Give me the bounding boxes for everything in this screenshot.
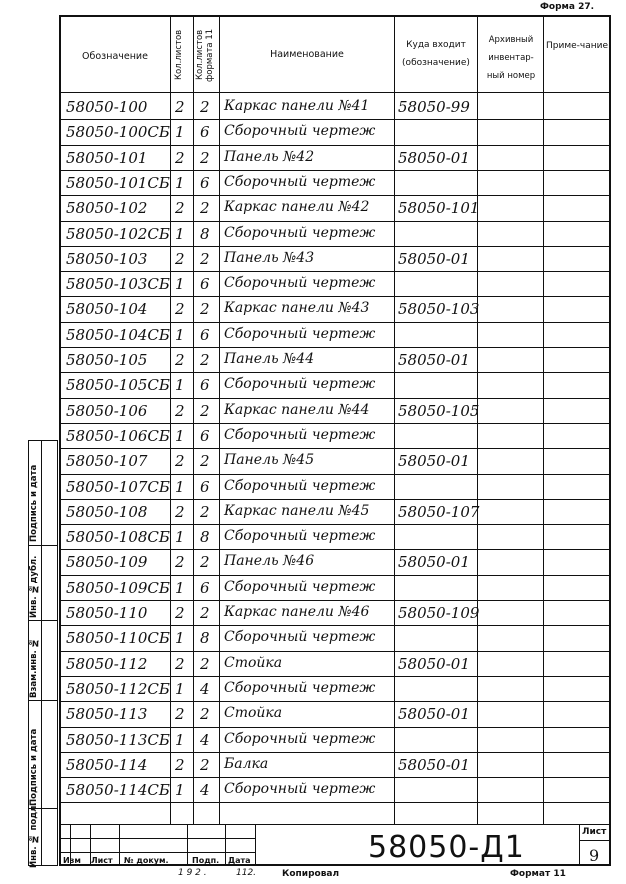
- row-line: [59, 145, 611, 146]
- side-stamp-col2: [42, 440, 58, 866]
- header-arhivnyi: Архивный инвентар-ный номер: [486, 35, 536, 81]
- cell-k1: 1: [175, 679, 185, 698]
- cell-k1: 2: [175, 553, 185, 572]
- row-line: [59, 727, 611, 728]
- cell-k1: 1: [175, 224, 185, 243]
- cell-where: 58050-01: [398, 553, 470, 572]
- row-line: [59, 246, 611, 247]
- cell-k1: 2: [175, 98, 185, 116]
- cell-k1: 1: [175, 477, 185, 496]
- tb-v5: [225, 824, 226, 866]
- cell-name: Сборочный чертеж: [224, 679, 376, 696]
- cell-k2: 6: [200, 123, 210, 142]
- cell-where: 58050-99: [398, 98, 470, 116]
- cell-where: 58050-01: [398, 249, 470, 268]
- cell-k2: 6: [200, 325, 210, 344]
- footer-hand-mark2: 112.: [236, 868, 257, 878]
- cell-name: Панель №45: [224, 452, 315, 469]
- tb-v4: [187, 824, 188, 866]
- cell-code: 58050-105: [66, 351, 148, 369]
- cell-k1: 1: [175, 173, 185, 192]
- footer-list-label: Лист: [582, 827, 607, 837]
- row-line: [59, 271, 611, 272]
- header-kol-listov: Кол.листов: [174, 29, 184, 81]
- cell-name: Балка: [224, 755, 269, 772]
- cell-where: 58050-101: [398, 199, 480, 218]
- cell-k2: 2: [200, 401, 210, 420]
- header-oboznachenie: Обозначение: [82, 51, 148, 62]
- cell-code: 58050-110СБ: [66, 629, 170, 648]
- cell-code: 58050-106: [66, 401, 148, 420]
- cell-k1: 1: [175, 426, 185, 445]
- cell-where: 58050-01: [398, 452, 470, 471]
- footer-format: Формат 11: [510, 869, 566, 879]
- row-line: [59, 600, 611, 601]
- cell-name: Сборочный чертеж: [224, 578, 376, 595]
- row-line: [59, 423, 611, 424]
- cell-name: Сборочный чертеж: [224, 123, 376, 140]
- row-line: [59, 170, 611, 171]
- side-podpis-data-1: Подпись и дата: [29, 464, 39, 542]
- cell-k1: 2: [175, 351, 185, 369]
- footer-list: Лист: [91, 856, 113, 865]
- cell-k2: 2: [200, 199, 210, 218]
- cell-code: 58050-112СБ: [66, 679, 170, 698]
- cell-k2: 2: [200, 553, 210, 572]
- tb-v6: [255, 824, 256, 866]
- row-line: [59, 651, 611, 652]
- cell-k2: 2: [200, 452, 210, 471]
- cell-k1: 1: [175, 376, 185, 395]
- row-line: [59, 322, 611, 323]
- cell-name: Стойка: [224, 654, 283, 671]
- cell-name: Каркас панели №43: [224, 300, 370, 317]
- cell-code: 58050-104СБ: [66, 325, 170, 344]
- cell-k1: 2: [175, 604, 185, 622]
- row-line: [59, 296, 611, 297]
- cell-k1: 2: [175, 502, 185, 521]
- cell-code: 58050-109: [66, 553, 148, 572]
- cell-name: Сборочный чертеж: [224, 325, 376, 342]
- cell-k1: 1: [175, 578, 185, 597]
- cell-name: Каркас панели №44: [224, 401, 370, 418]
- side-inv-podl: Инв. № подл.: [29, 802, 39, 868]
- header-kol-listov-11: Кол.листов формата 11: [195, 28, 215, 82]
- cell-k2: 8: [200, 528, 210, 547]
- cell-name: Сборочный чертеж: [224, 376, 376, 393]
- cell-name: Стойка: [224, 705, 283, 722]
- row-line: [59, 119, 611, 120]
- cell-k2: 4: [200, 781, 210, 800]
- cell-k1: 1: [175, 730, 185, 749]
- cell-name: Панель №43: [224, 249, 315, 266]
- cell-k1: 2: [175, 452, 185, 471]
- row-line: [59, 474, 611, 475]
- cell-k2: 6: [200, 275, 210, 294]
- cell-code: 58050-102СБ: [66, 224, 170, 243]
- row-line: [59, 752, 611, 753]
- side-sep-1: [28, 545, 58, 546]
- row-line: [59, 549, 611, 550]
- cell-k2: 2: [200, 249, 210, 268]
- side-sep-3: [28, 700, 58, 701]
- cell-k2: 2: [200, 755, 210, 774]
- row-line: [59, 499, 611, 500]
- cell-k2: 6: [200, 376, 210, 395]
- document-code: 58050-Д1: [368, 830, 525, 865]
- cell-k1: 2: [175, 654, 185, 673]
- title-block-top: [59, 824, 611, 825]
- cell-code: 58050-103: [66, 249, 148, 268]
- footer-data: Дата: [228, 856, 251, 865]
- tb-list-line: [579, 840, 611, 841]
- cell-k2: 4: [200, 679, 210, 698]
- cell-where: 58050-01: [398, 654, 470, 673]
- cell-where: 58050-01: [398, 351, 470, 369]
- cell-code: 58050-108СБ: [66, 528, 170, 547]
- header-naimenovanie: Наименование: [270, 49, 344, 60]
- cell-name: Сборочный чертеж: [224, 173, 376, 190]
- cell-code: 58050-100СБ: [66, 123, 170, 142]
- cell-name: Каркас панели №41: [224, 98, 370, 114]
- side-podpis-data-2: Подпись и дата: [29, 728, 39, 806]
- cell-code: 58050-112: [66, 654, 148, 673]
- cell-k2: 6: [200, 578, 210, 597]
- cell-k1: 1: [175, 528, 185, 547]
- cell-name: Сборочный чертеж: [224, 781, 376, 798]
- cell-name: Панель №42: [224, 148, 315, 165]
- row-line: [59, 701, 611, 702]
- cell-where: 58050-105: [398, 401, 480, 420]
- cell-k1: 1: [175, 325, 185, 344]
- cell-code: 58050-103СБ: [66, 275, 170, 294]
- cell-k2: 2: [200, 98, 210, 116]
- cell-where: 58050-01: [398, 755, 470, 774]
- cell-k1: 1: [175, 781, 185, 800]
- cell-name: Сборочный чертеж: [224, 224, 376, 241]
- row-line: [59, 524, 611, 525]
- cell-k1: 2: [175, 300, 185, 319]
- row-line: [59, 625, 611, 626]
- cell-code: 58050-113СБ: [66, 730, 170, 749]
- cell-k2: 6: [200, 173, 210, 192]
- cell-k2: 2: [200, 351, 210, 369]
- header-kuda-vhodit: Куда входит (обозначение): [402, 40, 470, 68]
- cell-code: 58050-102: [66, 199, 148, 218]
- cell-k1: 2: [175, 705, 185, 724]
- col-line-6: [543, 15, 544, 824]
- cell-k1: 2: [175, 249, 185, 268]
- col-line-1: [170, 15, 171, 824]
- side-sep-2: [28, 620, 58, 621]
- cell-code: 58050-107: [66, 452, 148, 471]
- cell-k2: 6: [200, 477, 210, 496]
- cell-name: Сборочный чертеж: [224, 426, 376, 443]
- cell-code: 58050-114СБ: [66, 781, 170, 800]
- cell-k2: 2: [200, 654, 210, 673]
- cell-k2: 2: [200, 502, 210, 521]
- tb-v7: [579, 824, 580, 866]
- row-line: [59, 372, 611, 373]
- cell-code: 58050-110: [66, 604, 148, 622]
- col-line-3: [219, 15, 220, 824]
- cell-k1: 2: [175, 148, 185, 167]
- cell-k2: 2: [200, 705, 210, 724]
- cell-name: Панель №44: [224, 351, 315, 367]
- row-line: [59, 221, 611, 222]
- cell-where: 58050-109: [398, 604, 480, 622]
- cell-name: Сборочный чертеж: [224, 477, 376, 494]
- cell-name: Каркас панели №46: [224, 604, 370, 620]
- cell-where: 58050-107: [398, 502, 480, 521]
- cell-code: 58050-114: [66, 755, 148, 774]
- cell-k2: 2: [200, 300, 210, 319]
- cell-name: Сборочный чертеж: [224, 528, 376, 545]
- row-line: [59, 676, 611, 677]
- cell-k1: 1: [175, 629, 185, 648]
- row-line: [59, 195, 611, 196]
- cell-name: Сборочный чертеж: [224, 730, 376, 747]
- cell-k2: 8: [200, 629, 210, 648]
- col-line-2: [193, 15, 194, 824]
- footer-podp: Подп.: [192, 856, 220, 865]
- footer-hand-marks: 1 9 2 .: [178, 868, 207, 878]
- cell-code: 58050-101: [66, 148, 148, 167]
- footer-kopiroval: Копировал: [282, 869, 340, 879]
- cell-code: 58050-107СБ: [66, 477, 170, 496]
- cell-code: 58050-101СБ: [66, 173, 170, 192]
- row-line: [59, 777, 611, 778]
- cell-name: Сборочный чертеж: [224, 275, 376, 292]
- cell-k1: 1: [175, 275, 185, 294]
- header-primechanie: Приме-чание: [546, 41, 609, 51]
- row-line: [59, 448, 611, 449]
- cell-k1: 2: [175, 401, 185, 420]
- cell-code: 58050-104: [66, 300, 148, 319]
- cell-where: 58050-103: [398, 300, 480, 319]
- cell-k2: 2: [200, 148, 210, 167]
- cell-code: 58050-113: [66, 705, 148, 724]
- cell-k2: 2: [200, 604, 210, 622]
- cell-code: 58050-109СБ: [66, 578, 170, 597]
- cell-k2: 6: [200, 426, 210, 445]
- footer-izm: Изм: [63, 856, 81, 865]
- cell-k2: 4: [200, 730, 210, 749]
- header-bottom-line: [59, 92, 611, 93]
- cell-k1: 1: [175, 123, 185, 142]
- row-line: [59, 398, 611, 399]
- tb-v3: [119, 824, 120, 866]
- cell-name: Сборочный чертеж: [224, 629, 376, 646]
- row-line: [59, 802, 611, 803]
- cell-code: 58050-100: [66, 98, 148, 116]
- cell-name: Каркас панели №42: [224, 199, 370, 216]
- cell-where: 58050-01: [398, 705, 470, 724]
- footer-list-number: 9: [589, 846, 600, 865]
- cell-k1: 2: [175, 755, 185, 774]
- form-number-label: Форма 27.: [540, 2, 595, 12]
- cell-k1: 2: [175, 199, 185, 218]
- cell-k2: 8: [200, 224, 210, 243]
- footer-n-dokum: № докум.: [124, 856, 169, 865]
- row-line: [59, 347, 611, 348]
- side-inv-dubl: Инв. №дубл.: [29, 555, 39, 618]
- side-vzam-inv: Взам.инв. №: [29, 637, 39, 698]
- cell-code: 58050-105СБ: [66, 376, 170, 395]
- row-line: [59, 575, 611, 576]
- cell-code: 58050-108: [66, 502, 148, 521]
- col-line-4: [394, 15, 395, 824]
- cell-code: 58050-106СБ: [66, 426, 170, 445]
- cell-name: Панель №46: [224, 553, 315, 570]
- cell-where: 58050-01: [398, 148, 470, 167]
- cell-name: Каркас панели №45: [224, 502, 370, 519]
